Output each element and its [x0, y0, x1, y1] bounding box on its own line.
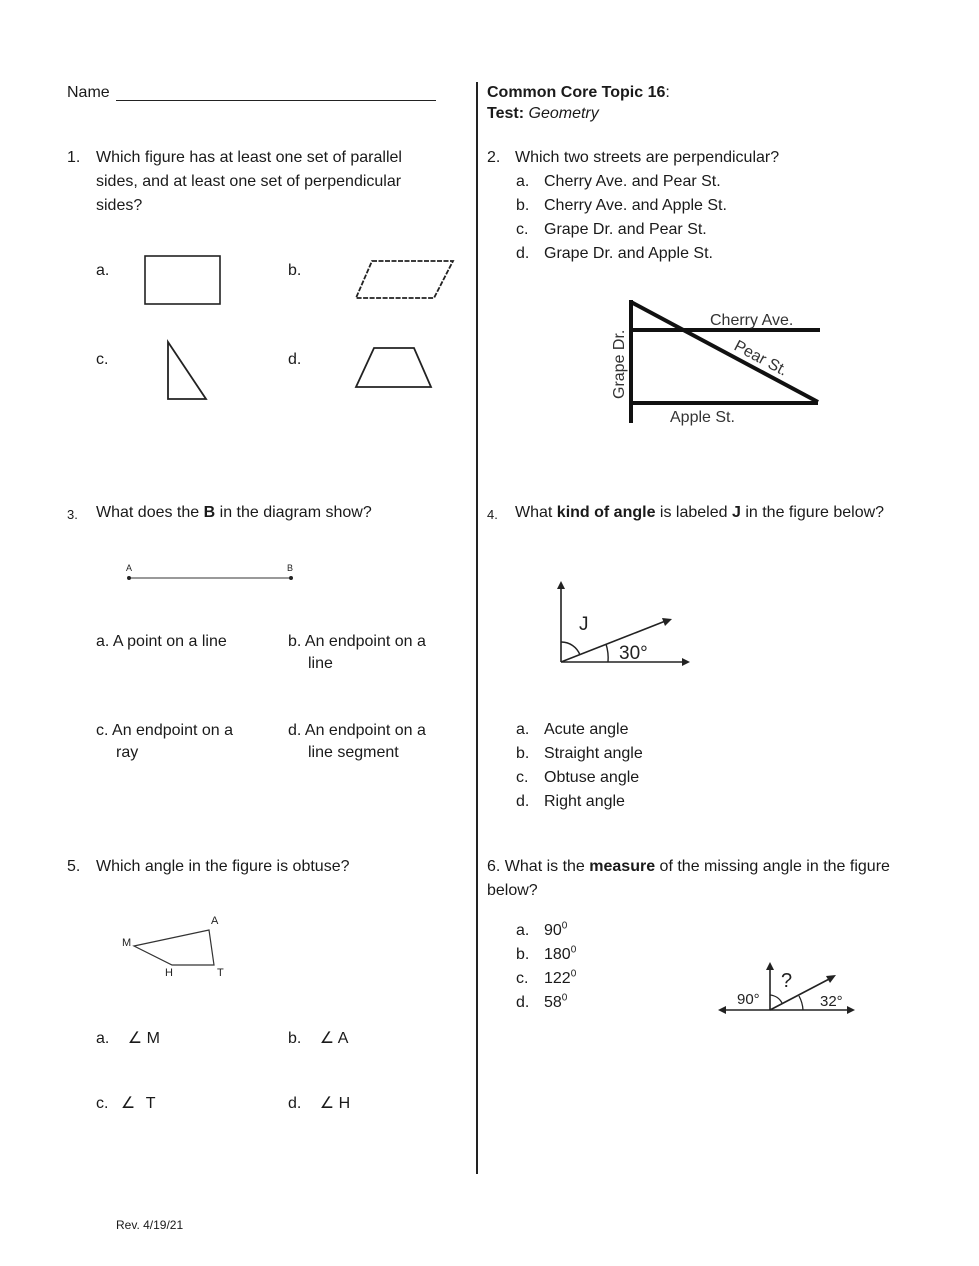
point-a: [127, 576, 131, 580]
option-label: b.: [288, 1030, 302, 1047]
name-field-line[interactable]: [116, 100, 436, 101]
point-b: [289, 576, 293, 580]
test-label: Test:: [487, 105, 525, 122]
vertex-h-label: H: [165, 967, 173, 979]
topic-label: Common Core Topic 16: [487, 84, 666, 101]
option-text: Acute angle: [544, 721, 629, 738]
q1-parallelogram-figure: [354, 259, 456, 301]
option-label: a.: [516, 721, 530, 738]
question-text: Which angle in the figure is obtuse?: [96, 858, 350, 875]
option-text-line2: ray: [116, 744, 139, 761]
question-number: 6.: [487, 858, 501, 875]
q3-option-a[interactable]: [96, 631, 276, 653]
option-label: d.: [516, 793, 530, 810]
option-label: b.: [516, 197, 530, 214]
option-value: 58: [544, 994, 562, 1011]
option-text-line2: line segment: [308, 744, 399, 761]
question-4: [487, 501, 957, 525]
option-text: M: [146, 1030, 160, 1047]
text-part: What: [515, 504, 557, 521]
option-label: c.: [516, 221, 529, 238]
option-text: [544, 920, 567, 942]
q3-option-c[interactable]: [96, 720, 276, 764]
option-value: 180: [544, 946, 571, 963]
text-part: in the diagram show?: [215, 504, 372, 521]
angle-j-label: J: [579, 614, 589, 635]
q5-option-c[interactable]: [96, 1093, 155, 1115]
question-number: 5.: [67, 858, 81, 875]
option-label: b.: [516, 745, 530, 762]
degree-superscript: 0: [561, 992, 568, 1004]
q2-option-c[interactable]: [516, 219, 707, 241]
q4-option-b[interactable]: [516, 743, 643, 765]
q2-option-b[interactable]: [516, 195, 727, 217]
option-label: c.: [96, 1095, 109, 1112]
angle-90-label: 90°: [737, 991, 760, 1008]
option-text: An endpoint on a: [304, 722, 426, 739]
option-text: Obtuse angle: [544, 769, 640, 786]
option-text: An endpoint on a: [304, 633, 426, 650]
option-text: [544, 944, 576, 966]
question-text: Which two streets are perpendicular?: [515, 149, 780, 166]
topic-colon: :: [665, 84, 670, 101]
option-label: a.: [516, 173, 530, 190]
question-number: 1.: [67, 149, 81, 166]
vertex-t-label: T: [217, 967, 224, 979]
vertex-m-label: M: [122, 937, 132, 949]
q4-option-d[interactable]: [516, 791, 625, 813]
q1-trapezoid-figure: [354, 346, 434, 390]
angle-32-label: 32°: [820, 993, 843, 1010]
option-label: d.: [288, 1095, 302, 1112]
q6-option-b[interactable]: [516, 944, 577, 966]
cherry-ave-label: Cherry Ave.: [710, 312, 794, 329]
question-text: [96, 501, 372, 525]
q1-rectangle-figure: [144, 255, 222, 305]
q1-option-b-label[interactable]: b.: [288, 262, 302, 279]
question-2: [487, 146, 947, 170]
text-bold: B: [203, 504, 216, 521]
q6-option-c[interactable]: [516, 968, 577, 990]
text-bold: measure: [589, 858, 656, 875]
missing-angle-question: ?: [781, 970, 793, 992]
option-label: d.: [288, 722, 302, 739]
q2-option-a[interactable]: [516, 171, 721, 193]
option-text: T: [145, 1095, 156, 1112]
q6-option-a[interactable]: [516, 920, 568, 942]
option-text-line2: line: [308, 655, 333, 672]
degree-superscript: 0: [561, 920, 568, 932]
q6-option-d[interactable]: [516, 992, 568, 1014]
question-3: [67, 501, 467, 525]
name-label: Name: [67, 84, 110, 101]
angle-symbol-icon: ∠: [319, 1095, 335, 1112]
text-part: of the missing angle in the figure below?: [487, 858, 890, 899]
option-text: A: [337, 1030, 349, 1047]
line-segment-figure: [122, 560, 302, 584]
option-text: [544, 992, 567, 1014]
q3-option-b[interactable]: [288, 631, 468, 675]
text-part: in the figure below?: [740, 504, 885, 521]
grape-dr-label: Grape Dr.: [611, 329, 628, 399]
option-text: Cherry Ave. and Apple St.: [544, 197, 727, 214]
text-part: What is the: [504, 858, 590, 875]
option-text: Grape Dr. and Apple St.: [544, 245, 713, 262]
option-text: Right angle: [544, 793, 625, 810]
question-text: [515, 501, 884, 525]
option-label: c.: [516, 769, 529, 786]
question-number: 2.: [487, 149, 501, 166]
option-label: c.: [96, 722, 109, 739]
option-text: Grape Dr. and Pear St.: [544, 221, 707, 238]
angle-symbol-icon: ∠: [127, 1030, 143, 1047]
degree-superscript: 0: [570, 968, 577, 980]
q2-option-d[interactable]: [516, 243, 713, 265]
option-label: a.: [516, 922, 530, 939]
option-text: Straight angle: [544, 745, 643, 762]
option-label: d.: [516, 994, 530, 1011]
q1-option-a-label[interactable]: a.: [96, 262, 110, 279]
pear-st-label: Pear St.: [731, 337, 791, 380]
text-part: is labeled: [655, 504, 732, 521]
street-map-figure: [600, 295, 830, 430]
question-number: 3.: [67, 507, 78, 522]
q5-option-b[interactable]: [288, 1028, 348, 1050]
apple-st-label: Apple St.: [670, 409, 735, 426]
quadrilateral-mhta-figure: [118, 910, 233, 980]
option-value: 90: [544, 922, 562, 939]
q5-option-d[interactable]: [288, 1093, 350, 1115]
q1-option-c-label[interactable]: c.: [96, 351, 109, 368]
text-part: What does the: [96, 504, 204, 521]
question-number: 4.: [487, 507, 498, 522]
question-text: Which figure has at least one set of parallel sides, and at least one set of perpendicular sides?: [96, 149, 402, 214]
angle-j-figure: [550, 578, 695, 670]
option-text: An endpoint on a: [112, 722, 234, 739]
test-title: [487, 105, 599, 123]
option-text: [544, 968, 576, 990]
q4-option-a[interactable]: [516, 719, 629, 741]
angle-30-label: 30°: [619, 643, 648, 664]
question-1: [67, 146, 447, 226]
q4-option-c[interactable]: [516, 767, 640, 789]
q3-option-d[interactable]: [288, 720, 468, 764]
option-text: A point on a line: [112, 633, 227, 650]
option-label: d.: [516, 245, 530, 262]
option-label: a.: [96, 1030, 110, 1047]
q1-right-triangle-figure: [166, 340, 210, 402]
option-value: 122: [544, 970, 571, 987]
option-text: Cherry Ave. and Pear St.: [544, 173, 721, 190]
angle-symbol-icon: ∠: [120, 1095, 136, 1112]
question-5: [67, 855, 467, 879]
option-label: c.: [516, 970, 529, 987]
option-text: H: [338, 1095, 351, 1112]
question-6: [487, 855, 947, 903]
degree-superscript: 0: [570, 944, 577, 956]
column-divider: [476, 82, 478, 1174]
option-label: b.: [288, 633, 302, 650]
angle-symbol-icon: ∠: [319, 1030, 335, 1047]
point-a-label: A: [126, 563, 133, 573]
text-bold: kind of angle: [556, 504, 656, 521]
point-b-label: B: [287, 563, 294, 573]
text-bold: J: [731, 504, 741, 521]
topic-title: [487, 84, 670, 102]
q1-option-d-label[interactable]: d.: [288, 351, 302, 368]
test-subject: Geometry: [528, 105, 599, 122]
option-label: a.: [96, 633, 110, 650]
vertex-a-label: A: [211, 915, 219, 927]
revision-note: Rev. 4/19/21: [116, 1218, 184, 1232]
option-label: b.: [516, 946, 530, 963]
q5-option-a[interactable]: [96, 1028, 160, 1050]
missing-angle-figure: [715, 958, 860, 1018]
question-text: [487, 855, 937, 903]
